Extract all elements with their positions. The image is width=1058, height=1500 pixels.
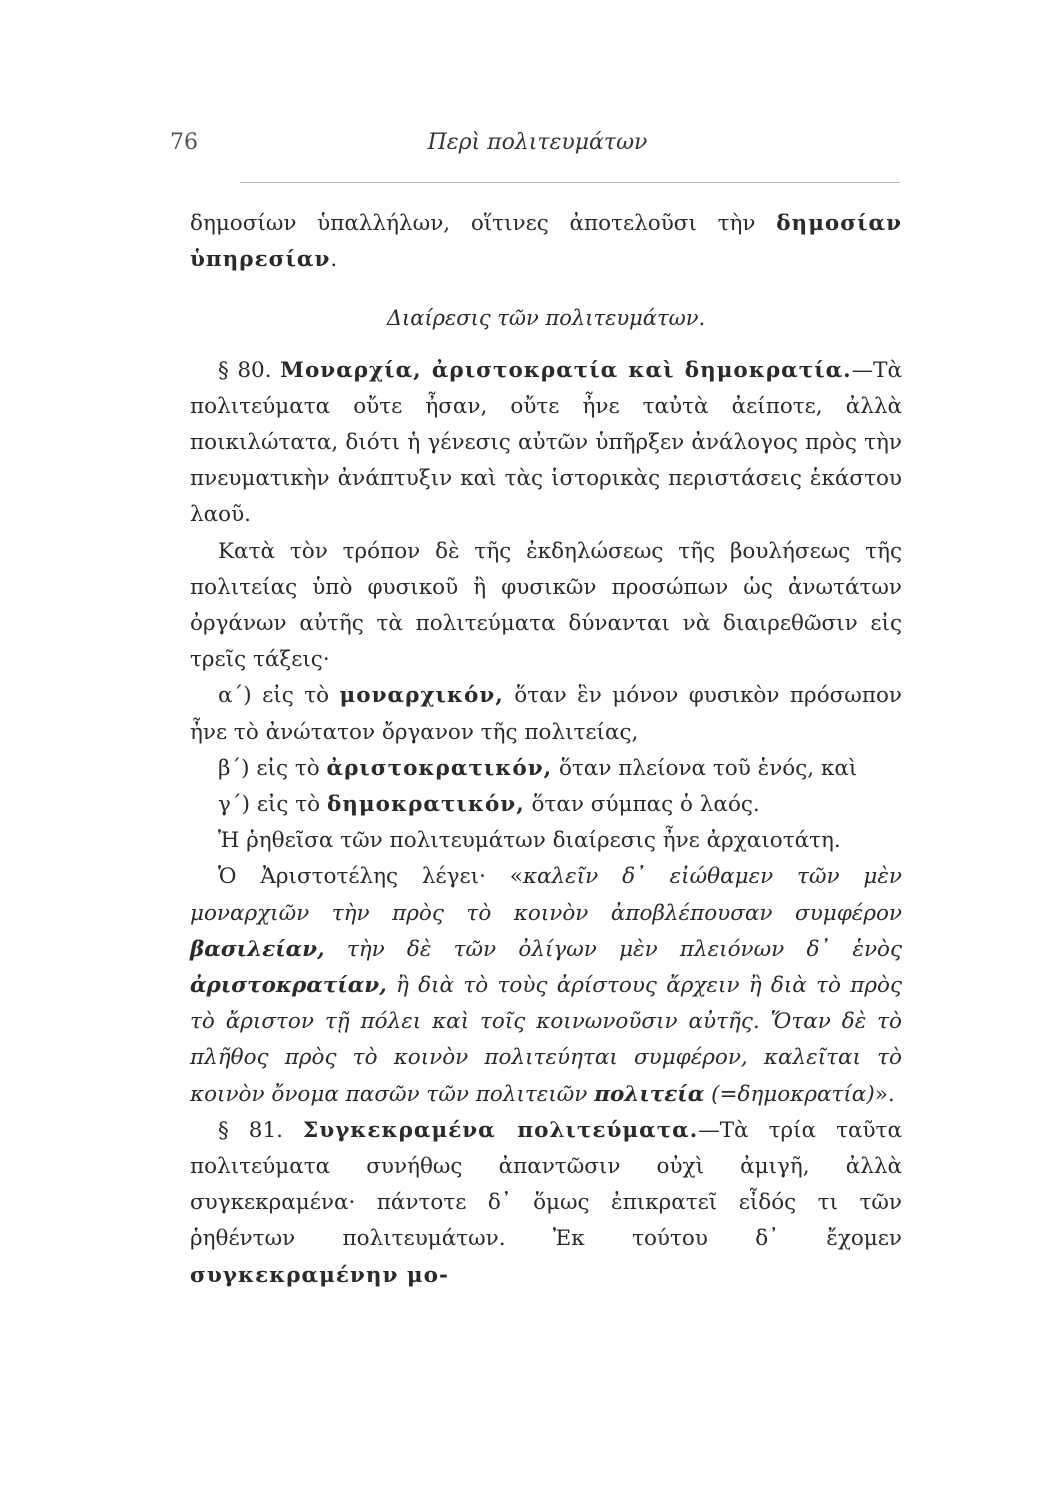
bold-term: βασιλείαν, bbox=[190, 936, 325, 962]
bold-term: πολιτεία bbox=[594, 1081, 705, 1107]
bold-term: μοναρχικόν, bbox=[339, 683, 504, 709]
section-text: —Τὰ πολιτεύματα οὔτε ἦσαν, οὔτε ἦνε ταὐτὰ ἀείποτε, ἀλλὰ ποικιλώτατα, διότι ἡ γένεσις αὐτῶν ὑπῆρξεν ἀνάλογος πρὸς τὴν πνευματικὴν ἀνάπτυξιν καὶ τὰς ἱστορικὰς περιστάσεις ἑκάστου λαοῦ. bbox=[190, 357, 902, 528]
text-run: δημοσίων ὑπαλλήλων, οἵτινες ἀποτελοῦσι τὴν bbox=[190, 211, 777, 236]
text-run: γ΄) εἰς τὸ bbox=[218, 792, 327, 818]
section-title: Μοναρχία, ἀριστοκρατία καὶ δημοκρατία. bbox=[280, 357, 852, 383]
bold-term: συγκεκραμένην μο- bbox=[190, 1262, 449, 1288]
list-item-c bbox=[190, 787, 902, 823]
page-body bbox=[190, 206, 902, 1294]
text-run: Ὁ Ἀριστοτέλης λέγει· « bbox=[218, 864, 523, 890]
bold-term: δημοκρατικόν, bbox=[326, 792, 525, 818]
page-number: 76 bbox=[170, 130, 198, 155]
section-number: § 80. bbox=[218, 357, 272, 383]
text-run: ὅταν σύμπας ὁ λαός. bbox=[524, 792, 760, 818]
section-80 bbox=[190, 353, 902, 534]
text-run: . bbox=[330, 247, 338, 273]
text-run: ὅταν πλείονα τοῦ ἑνός, καὶ bbox=[552, 755, 858, 781]
header-rule bbox=[240, 182, 900, 183]
page-header bbox=[170, 130, 905, 170]
bold-term: δημοσίαν ὑπηρεσίαν bbox=[190, 211, 902, 273]
quote-run: ἢ διὰ τὸ τοὺς ἀρίστους ἄρχειν ἢ διὰ τὸ πρὸς τὸ ἄριστον τῇ πόλει καὶ τοῖς κοινωνοῦσιν αὐτῆς. Ὅταν δὲ τὸ πλῆθος πρὸς τὸ κοινὸν πολιτεύηται συμφέρον, καλεῖται τὸ κοινὸν ὄνομα πασῶν τῶν πολιτειῶν bbox=[190, 973, 902, 1107]
paragraph: Κατὰ τὸν τρόπον δὲ τῆς ἐκδηλώσεως τῆς βουλήσεως τῆς πολιτείας ὑπὸ φυσικοῦ ἢ φυσικῶν προσώπων ὡς ἀνωτάτων ὀργάνων αὐτῆς τὰ πολιτεύματα δύνανται νὰ διαιρεθῶσιν εἰς τρεῖς τάξεις· bbox=[190, 538, 902, 673]
section-number: § 81. bbox=[218, 1117, 283, 1143]
text-run: α΄) εἰς τὸ bbox=[218, 683, 340, 709]
section-text: —Τὰ τρία ταῦτα πολιτεύματα συνήθως ἀπαντῶσιν οὐχὶ ἀμιγῆ, ἀλλὰ συγκεκραμένα· πάντοτε δ᾽ ὅμως ἐπικρατεῖ εἶδός τι τῶν ῥηθέντων πολιτευμάτων. Ἐκ τούτου δ᾽ ἔχομεν bbox=[190, 1117, 902, 1252]
text-run: ». bbox=[874, 1081, 895, 1107]
quote-run: (=δημοκρατία) bbox=[704, 1081, 875, 1107]
running-head: Περὶ πολιτευμάτων bbox=[427, 130, 648, 155]
section-subheading: Διαίρεσις τῶν πολιτευμάτων. bbox=[386, 306, 706, 331]
paragraph: Ἡ ῥηθεῖσα τῶν πολιτευμάτων διαίρεσις ἦνε ἀρχαιοτάτη. bbox=[218, 828, 841, 854]
section-81 bbox=[190, 1113, 902, 1294]
text-run: ὅταν ἓν μόνον φυσικὸν πρόσωπον ἦνε τὸ ἀνώτατον ὄργανον τῆς πολιτείας, bbox=[190, 683, 902, 745]
text-run: β΄) εἰς τὸ bbox=[218, 755, 327, 781]
aristotle-quote-paragraph bbox=[190, 859, 902, 1112]
bold-term: ἀριστοκρατικόν, bbox=[326, 755, 553, 781]
section-title: Συγκεκραμένα πολιτεύματα. bbox=[303, 1117, 699, 1143]
quote-run: τὴν δὲ τῶν ὀλίγων μὲν πλειόνων δ᾽ ἑνὸς bbox=[324, 936, 902, 962]
paragraph-continuation bbox=[190, 206, 902, 278]
bold-term: ἀριστοκρατίαν, bbox=[190, 973, 387, 999]
list-item-a bbox=[190, 678, 902, 750]
list-item-b bbox=[190, 751, 902, 787]
quote-run: καλεῖν δ᾽ εἰώθαμεν τῶν μὲν μοναρχιῶν τὴν πρὸς τὸ κοινὸν ἀποβλέπουσαν συμφέρον bbox=[190, 864, 902, 926]
